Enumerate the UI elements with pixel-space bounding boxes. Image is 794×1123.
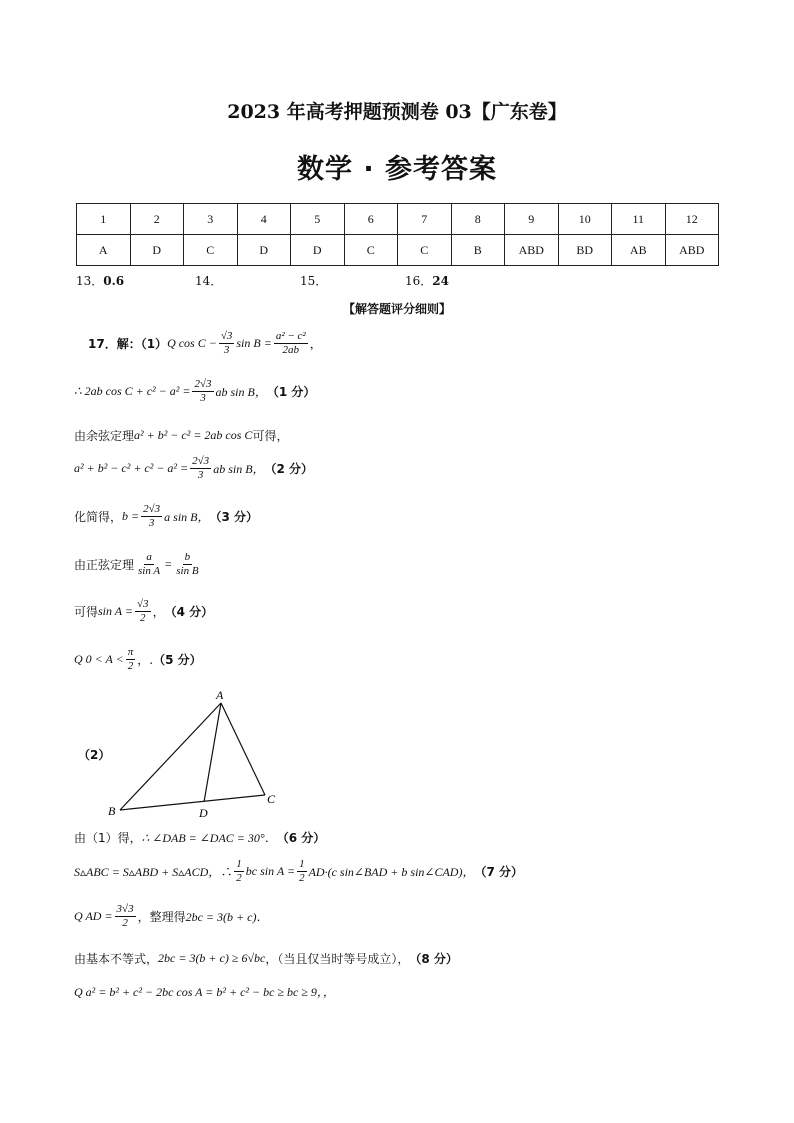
text: 由基本不等式， [74, 952, 159, 966]
fraction-numerator: 2√3 [194, 378, 212, 390]
punctuation: ， [152, 604, 165, 619]
answer-cell: D [130, 235, 184, 266]
fraction-numerator: 3√3 [116, 903, 134, 915]
score-label: （7 分） [474, 864, 523, 879]
solution-line-4 [74, 455, 313, 481]
score-label: （4 分） [164, 604, 214, 619]
formula-text: sin B = [236, 335, 272, 350]
fraction-denominator: sin A [138, 564, 161, 577]
formula-text: a sin B， [164, 509, 210, 524]
formula-text: ∴ ∠DAB = ∠DAC = 30°． [141, 831, 277, 845]
question-number: 5 [291, 204, 345, 235]
question-number: 8 [451, 204, 505, 235]
formula-text: Q cos C − [167, 335, 217, 350]
answer-cell: D [237, 235, 291, 266]
text: 可得 [74, 604, 99, 619]
formula-text: 2bc = 3(b + c) ≥ 6√bc [158, 951, 266, 965]
fraction [136, 551, 162, 577]
part-label: （2） [78, 748, 111, 762]
answer-cell: C [184, 235, 238, 266]
solution-line-11 [74, 903, 268, 929]
answer-cell: C [344, 235, 398, 266]
fraction-denominator: 3 [197, 468, 204, 481]
formula-text: ∴ 2ab cos C + c² − a² = [74, 383, 191, 398]
solution-line-3 [74, 427, 288, 444]
solution-line-8 [74, 646, 202, 672]
fill-blank-13 [76, 272, 124, 289]
formula-text: 2bc = 3(b + c)． [185, 909, 269, 924]
text: 可得， [252, 429, 289, 443]
formula-text: Q AD = [74, 908, 113, 923]
fraction-denominator: 2 [122, 916, 128, 929]
solution-line-13 [74, 983, 335, 1000]
answer-cell: BD [558, 235, 612, 266]
fill-blank-label: 16． [405, 274, 433, 288]
side-bc [120, 795, 265, 810]
score-label: （8 分） [409, 952, 458, 966]
question-number: 10 [558, 204, 612, 235]
score-label: （2 分） [264, 461, 314, 476]
fraction-denominator: 3 [148, 516, 155, 529]
punctuation: ， [309, 336, 322, 351]
solution-line-6 [74, 551, 203, 577]
formula-text: a² + b² − c² = 2ab cos C [134, 428, 253, 442]
fraction-numerator: a [146, 551, 152, 563]
fraction-denominator: 2 [299, 871, 305, 884]
question-number: 9 [505, 204, 559, 235]
fraction [297, 858, 307, 884]
answer-table-answer-row [77, 235, 719, 266]
fraction [174, 551, 200, 577]
formula-text: bc sin A = [245, 863, 296, 878]
question-number: 3 [184, 204, 238, 235]
fraction [135, 598, 151, 624]
question-number: 11 [612, 204, 666, 235]
fraction-denominator: 3 [223, 343, 230, 356]
formula-text: b = [122, 508, 140, 523]
formula-text: AD·(c sin∠BAD + b sin∠CAD)， [308, 864, 475, 879]
fraction-denominator: 3 [200, 391, 206, 404]
answer-cell: AB [612, 235, 666, 266]
fraction-denominator: 2 [236, 871, 242, 884]
solution-line-1 [88, 330, 322, 356]
question-number: 6 [344, 204, 398, 235]
text: 化简得， [74, 509, 123, 524]
formula-text: ab sin B， [213, 461, 265, 476]
text: ，整理得 [137, 909, 186, 924]
vertex-label-c: C [267, 792, 276, 806]
answer-table [76, 203, 719, 266]
fraction [274, 330, 308, 356]
question-number: 2 [130, 204, 184, 235]
fill-blank-label: 15． [300, 274, 328, 288]
solution-line-10 [74, 858, 523, 884]
answer-cell: ABD [665, 235, 719, 266]
page-title: 2023 年高考押题预测卷 03【广东卷】 [227, 101, 567, 123]
solution-line-7 [74, 598, 213, 624]
fraction [219, 330, 235, 356]
formula-text: S▵ABC = S▵ABD + S▵ACD，∴ [74, 864, 233, 879]
question-number: 1 [77, 204, 131, 235]
score-label: （5 分） [153, 652, 202, 667]
score-label: （3 分） [209, 509, 259, 524]
fraction [234, 858, 244, 884]
fraction-numerator: 1 [299, 858, 305, 870]
vertex-label-b: B [108, 804, 116, 818]
fill-blank-15 [300, 272, 327, 289]
section-title: 【解答题评分细则】 [342, 302, 451, 316]
formula-text: Q a² = b² + c² − 2bc cos A = b² + c² − bc ≥ bc ≥ 9，， [74, 985, 335, 999]
formula-text: a² + b² − c² + c² − a² = [74, 460, 189, 475]
score-label: （6 分） [276, 831, 326, 845]
fraction [190, 455, 211, 481]
fill-blank-value: 0.6 [103, 274, 125, 288]
formula-text: Q 0 < A < [74, 651, 124, 666]
text: 由正弦定理 [74, 557, 135, 572]
fraction [141, 503, 162, 529]
question-number: 12 [665, 204, 719, 235]
formula-text: = [164, 556, 173, 571]
solution-line-9 [74, 829, 325, 846]
answer-cell: C [398, 235, 452, 266]
fill-blank-14 [195, 272, 222, 289]
fraction [192, 378, 213, 404]
fraction-denominator: 2 [140, 611, 146, 624]
formula-text: ab sin B， [215, 384, 267, 399]
text: ，（当且仅当时等号成立）， [265, 952, 410, 966]
fraction-numerator: 2√3 [192, 455, 210, 467]
solution-line-12 [74, 950, 458, 967]
fraction-denominator: 2ab [282, 343, 300, 356]
answer-cell: ABD [505, 235, 559, 266]
question-number: 4 [237, 204, 291, 235]
triangle-figure [100, 685, 290, 825]
fraction-numerator: 2√3 [143, 503, 161, 515]
answer-table-number-row [77, 204, 719, 235]
fill-blank-label: 14． [195, 274, 223, 288]
question-label: 17．解：（1） [88, 336, 168, 351]
point-label-d: D [199, 806, 208, 820]
solution-line-2 [74, 378, 315, 404]
fill-blank-label: 13． [76, 274, 104, 288]
fraction [115, 903, 136, 929]
fraction-numerator: √3 [220, 330, 233, 342]
side-ac [221, 703, 265, 795]
page-subtitle: 数学 · 参考答案 [296, 154, 498, 185]
fraction-numerator: 1 [236, 858, 242, 870]
answer-cell: B [451, 235, 505, 266]
fill-blank-value: 24 [432, 274, 449, 288]
score-label: （1 分） [266, 384, 316, 399]
answer-cell: D [291, 235, 345, 266]
solution-line-5 [74, 503, 258, 529]
fraction-numerator: π [127, 646, 134, 658]
fraction-numerator: √3 [137, 598, 149, 610]
fraction-numerator: b [184, 551, 191, 563]
fraction [126, 646, 136, 672]
fraction-denominator: 2 [127, 659, 134, 672]
fill-blank-16 [405, 272, 449, 289]
fraction-denominator: sin B [176, 564, 199, 577]
punctuation: ，. [137, 652, 154, 667]
vertex-label-a: A [216, 688, 224, 702]
fraction-numerator: a² − c² [275, 330, 306, 342]
answer-cell: A [77, 235, 131, 266]
text: 由（1）得， [74, 831, 142, 845]
text: 由余弦定理 [74, 429, 135, 443]
formula-text: sin A = [98, 603, 134, 618]
question-number: 7 [398, 204, 452, 235]
